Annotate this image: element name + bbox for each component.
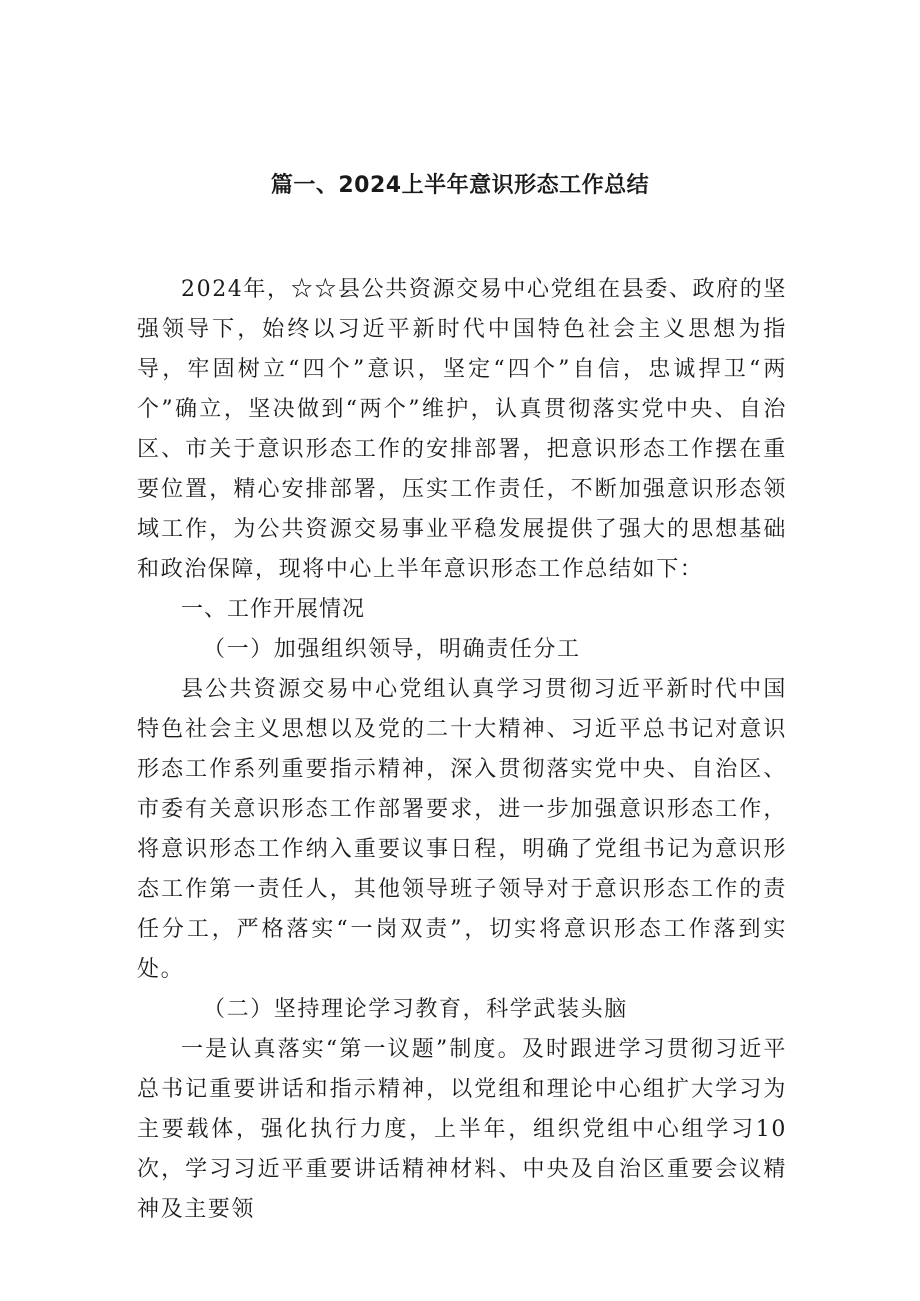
subsection-1-paragraph: 县公共资源交易中心党组认真学习贯彻习近平新时代中国特色社会主义思想以及党的二十大精神、习近平总书记对意识形态工作系列重要指示精神，深入贯彻落实党中央、自治区、市委有关意识形态工作部署要求，进一步加强意识形态工作，将意识形态工作纳入重要议事日程，明确了党组书记为意识形态工作第一责任人，其他领导班子领导对于意识形态工作的责任分工，严格落实“一岗双责”，切实将意识形态工作落到实处。 bbox=[137, 677, 787, 982]
subsection-heading-2: （二）坚持理论学习教育，科学武装头脑 bbox=[203, 997, 628, 1022]
section-heading-1: 一、工作开展情况 bbox=[181, 597, 366, 622]
intro-paragraph: 2024年，☆☆县公共资源交易中心党组在县委、政府的坚强领导下，始终以习近平新时代中国特色社会主义思想为指导，牢固树立“四个”意识，坚定“四个”自信，忠诚捍卫“两个”确立，坚决做到“两个”维护，认真贯彻落实党中央、自治区、市关于意识形态工作的安排部署，把意识形态工作摆在重要位置，精心安排部署，压实工作责任，不断加强意识形态领域工作，为公共资源交易事业平稳发展提供了强大的思想基础和政治保障，现将中心上半年意识形态工作总结如下： bbox=[137, 277, 787, 582]
subsection-2-paragraph: 一是认真落实“第一议题”制度。及时跟进学习贯彻习近平总书记重要讲话和指示精神，以党组和理论中心组扩大学习为主要载体，强化执行力度，上半年，组织党组中心组学习10次，学习习近平重要讲话精神材料、中央及自治区重要会议精神及主要领 bbox=[137, 1037, 787, 1222]
document-body bbox=[137, 270, 787, 1230]
subsection-heading-1: （一）加强组织领导，明确责任分工 bbox=[203, 637, 581, 662]
document-title: 篇一、2024上半年意识形态工作总结 bbox=[270, 173, 650, 198]
